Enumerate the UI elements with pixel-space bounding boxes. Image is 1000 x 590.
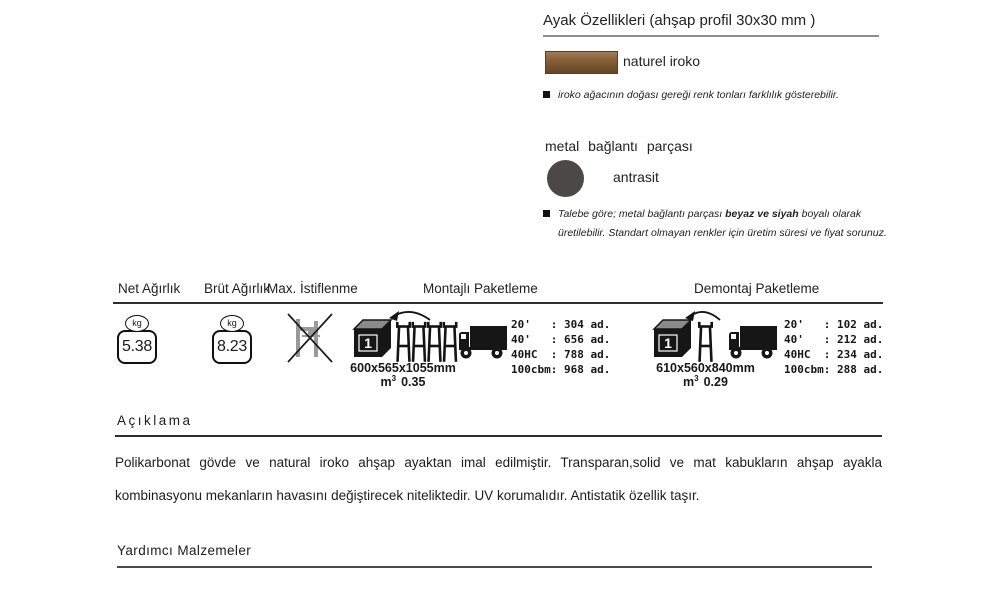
color-circle	[547, 160, 584, 197]
bullet-square-icon	[543, 91, 550, 98]
description-line1: Polikarbonat gövde ve natural iroko ahşap ayaktan imal edilmiştir. Transparan,solid ve mat kabukların ahşap ayakla	[115, 455, 882, 470]
description-line2: kombinasyonu mekanların havasını değiştirecek niteliktedir. UV korumalıdır. Antistatik özellik taşır.	[115, 487, 700, 503]
count-row: 40' : 212 ad.	[784, 333, 884, 346]
volume-value: 0.35	[401, 375, 426, 390]
kg-label: kg	[220, 315, 244, 332]
volume-unit: m	[683, 375, 695, 390]
count-row: 20' : 304 ad.	[511, 318, 611, 331]
count-row: 20' : 102 ad.	[784, 318, 884, 331]
net-weight-value: 5.38	[117, 330, 157, 364]
description-title: Açıklama	[117, 413, 193, 428]
disassembled-container-counts	[784, 317, 883, 377]
count-row: 100cbm: 288 ad.	[784, 363, 884, 376]
no-stacking-icon	[287, 312, 333, 364]
divider	[543, 35, 879, 37]
count-row: 40HC : 788 ad.	[511, 348, 611, 361]
metal-note-bold: beyaz ve siyah	[725, 208, 799, 220]
assembled-volume	[343, 374, 463, 389]
divider	[113, 302, 883, 304]
gross-weight-value: 8.23	[212, 330, 252, 364]
divider	[115, 435, 882, 437]
volume-unit: m	[380, 375, 392, 390]
truck-icon	[726, 323, 778, 360]
header-max-stacking: Max. İstiflenme	[267, 281, 358, 296]
volume-value: 0.29	[703, 375, 728, 390]
disassembled-dimensions: 610x560x840mm	[656, 361, 755, 375]
header-gross-weight: Brüt Ağırlık	[204, 281, 271, 296]
wood-swatch	[545, 51, 618, 74]
stool-icon	[698, 319, 714, 362]
metal-color-label: antrasit	[613, 169, 659, 185]
bullet-square-icon	[543, 210, 550, 217]
auxiliary-title: Yardımcı Malzemeler	[117, 543, 252, 558]
wood-note-text: iroko ağacının doğası gereği renk tonları farklılık gösterebilir.	[558, 89, 839, 101]
kg-weight-icon	[117, 315, 157, 364]
metal-note	[543, 205, 903, 243]
assembled-container-counts	[511, 317, 610, 377]
metal-note-p2: boyalı olarak üretilebilir. Standart olmayan renkler için üretim süresi ve fiyat sorunuz.	[558, 208, 887, 239]
divider	[117, 566, 872, 568]
header-net-weight: Net Ağırlık	[118, 281, 181, 296]
assembled-dimensions: 600x565x1055mm	[350, 361, 456, 375]
header-assembled-packing: Montajlı Paketleme	[423, 281, 538, 296]
box-count: 1	[364, 335, 372, 351]
wood-swatch-label: naturel iroko	[623, 53, 701, 69]
stool-icon	[396, 319, 458, 362]
truck-icon	[456, 323, 508, 360]
count-row: 40HC : 234 ad.	[784, 348, 884, 361]
wood-note	[543, 86, 903, 105]
kg-weight-icon	[212, 315, 252, 364]
volume-exp: 3	[694, 374, 699, 383]
metal-note-p1: Talebe göre; metal bağlantı parçası	[558, 208, 726, 220]
metal-part-title: metal bağlantı parçası	[545, 138, 693, 154]
count-row: 100cbm: 968 ad.	[511, 363, 611, 376]
leg-section-title: Ayak Özellikleri (ahşap profil 30x30 mm )	[543, 12, 816, 29]
kg-label: kg	[125, 315, 149, 332]
header-disassembled-packing: Demontaj Paketleme	[694, 281, 820, 296]
count-row: 40' : 656 ad.	[511, 333, 611, 346]
disassembled-volume	[643, 374, 768, 389]
box-count: 1	[664, 335, 672, 351]
description-text	[115, 447, 882, 512]
volume-exp: 3	[391, 374, 397, 383]
